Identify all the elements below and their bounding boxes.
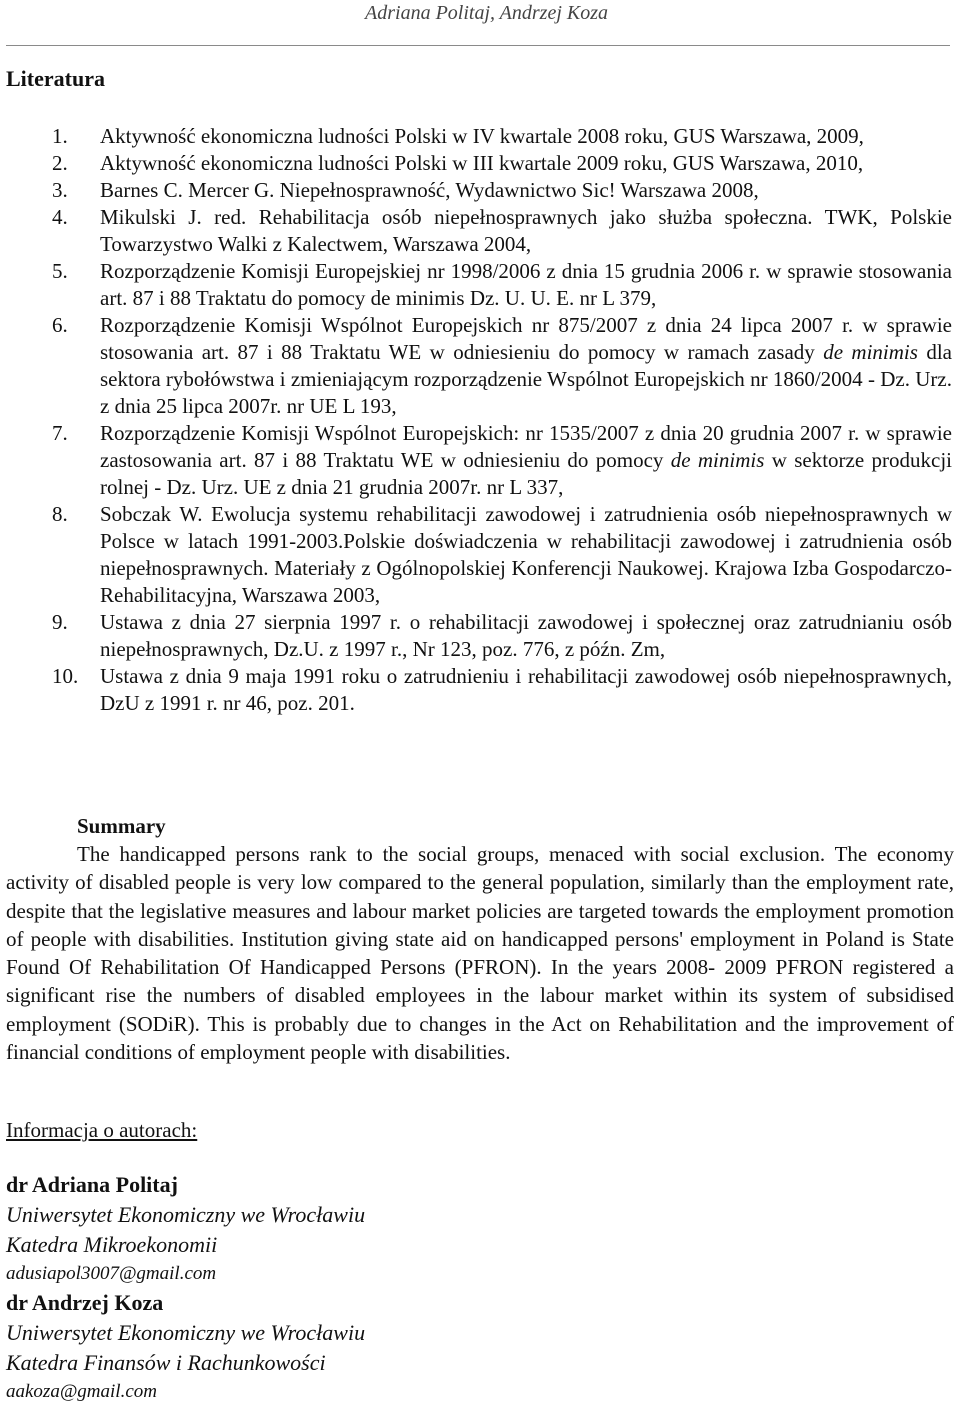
- author-email: aakoza@gmail.com: [6, 1381, 157, 1402]
- reference-number: 9.: [52, 610, 68, 634]
- reference-text-part: Rozporządzenie Komisji Wspólnot Europejskich: nr 1535/2007 z dnia 20 grudnia 2007 r. w sprawie zastosowania art. 87 i 88 Traktatu WE w odniesieniu do pomocy: [100, 421, 952, 472]
- reference-text: Mikulski J. red. Rehabilitacja osób niepełnosprawnych jako służba społeczna. TWK, Polskie Towarzystwo Walki z Kalectwem, Warszawa 2004,: [100, 205, 952, 256]
- reference-number: 4.: [52, 205, 68, 229]
- reference-number: 1.: [52, 124, 68, 148]
- header-rule: [6, 45, 950, 46]
- author-university: Uniwersytet Ekonomiczny we Wrocławiu: [6, 1320, 366, 1345]
- reference-number: 5.: [52, 259, 68, 283]
- reference-text: Aktywność ekonomiczna ludności Polski w IV kwartale 2008 roku, GUS Warszawa, 2009,: [100, 124, 864, 148]
- reference-number: 3.: [52, 178, 68, 202]
- reference-list: [0, 123, 952, 717]
- author-name: dr Andrzej Koza: [6, 1290, 164, 1315]
- reference-item: [0, 420, 952, 501]
- author-department: Katedra Mikroekonomii: [6, 1232, 218, 1257]
- reference-item: [0, 123, 952, 150]
- reference-text: Barnes C. Mercer G. Niepełnosprawność, Wydawnictwo Sic! Warszawa 2008,: [100, 178, 759, 202]
- authors-heading: Informacja o autorach:: [6, 1118, 198, 1142]
- reference-text-part: w sektorze produkcji rolnej - Dz. Urz. UE z dnia 21 grudnia 2007r. nr L 337,: [100, 448, 952, 499]
- reference-text: Rozporządzenie Komisji Europejskiej nr 1998/2006 z dnia 15 grudnia 2006 r. w sprawie stosowania art. 87 i 88 Traktatu do pomocy de minimis Dz. U. U. E. nr L 379,: [100, 259, 952, 310]
- reference-item: [0, 150, 952, 177]
- reference-item: [0, 501, 952, 609]
- author-card: [6, 1170, 365, 1288]
- reference-italic-term: de minimis: [823, 340, 918, 364]
- summary-paragraph: The handicapped persons rank to the social groups, menaced with social exclusion. The economy activity of disabled people is very low compared to the general population, similarly than the employment rate, despite that the legislative measures and labour market policies are targeted towards the employment promotion of people with disabilities. Institution giving state aid on handicapped persons' employment in Poland is State Found Of Rehabilitation Of Handicapped Persons (PFRON). In the years 2008- 2009 PFRON registered a significant rise the numbers of disabled employees in the labour market within its system of subsidised employment (SODiR). This is probably due to changes in the Act on Rehabilitation and the improvement of financial conditions of employment people with disabilities.: [6, 842, 954, 1065]
- reference-item: [0, 663, 952, 717]
- reference-item: [0, 204, 952, 258]
- reference-text-part: dla sektora rybołówstwa i zmieniającym rozporządzenie Wspólnot Europejskich nr 1860/2004 - Dz. Urz. z dnia 25 lipca 2007r. nr UE L 193,: [100, 340, 952, 418]
- reference-text: Ustawa z dnia 9 maja 1991 roku o zatrudnieniu i rehabilitacji zawodowej osób niepełnosprawnych, DzU z 1991 r. nr 46, poz. 201.: [100, 664, 952, 715]
- summary-heading: Summary: [77, 814, 166, 838]
- reference-text: Aktywność ekonomiczna ludności Polski w III kwartale 2009 roku, GUS Warszawa, 2010,: [100, 151, 864, 175]
- running-header: Adriana Politaj, Andrzej Koza: [365, 2, 608, 24]
- author-department: Katedra Finansów i Rachunkowości: [6, 1350, 326, 1375]
- reference-text-part: Rozporządzenie Komisji Wspólnot Europejskich nr 875/2007 z dnia 24 lipca 2007 r. w sprawie stosowania art. 87 i 88 Traktatu WE w odniesieniu do pomocy w ramach zasady: [100, 313, 952, 364]
- author-email: adusiapol3007@gmail.com: [6, 1263, 217, 1284]
- reference-text: Sobczak W. Ewolucja systemu rehabilitacji zawodowej i zatrudnienia osób niepełnosprawnych w Polsce w latach 1991-2003.Polskie doświadczenia w rehabilitacji zawodowej i zatrudnienia osób niepełnosprawnych. Materiały z Ogólnopolskiej Konferencji Naukowej. Krajowa Izba Gospodarczo-Rehabilitacyjna, Warszawa 2003,: [100, 502, 952, 607]
- reference-text: Ustawa z dnia 27 sierpnia 1997 r. o rehabilitacji zawodowej i społecznej oraz zatrudnianiu osób niepełnosprawnych, Dz.U. z 1997 r., Nr 123, poz. 776, z późn. Zm,: [100, 610, 952, 661]
- literature-heading: Literatura: [6, 66, 105, 91]
- reference-number: 10.: [52, 664, 79, 688]
- reference-italic-term: de minimis: [670, 448, 765, 472]
- author-name: dr Adriana Politaj: [6, 1172, 178, 1197]
- author-university: Uniwersytet Ekonomiczny we Wrocławiu: [6, 1202, 366, 1227]
- author-card: [6, 1288, 365, 1406]
- reference-number: 8.: [52, 502, 68, 526]
- reference-number: 2.: [52, 151, 68, 175]
- reference-number: 7.: [52, 421, 68, 445]
- authors-block: [6, 1170, 365, 1406]
- reference-item: [0, 312, 952, 420]
- reference-item: [0, 258, 952, 312]
- reference-number: 6.: [52, 313, 68, 337]
- reference-item: [0, 177, 952, 204]
- reference-item: [0, 609, 952, 663]
